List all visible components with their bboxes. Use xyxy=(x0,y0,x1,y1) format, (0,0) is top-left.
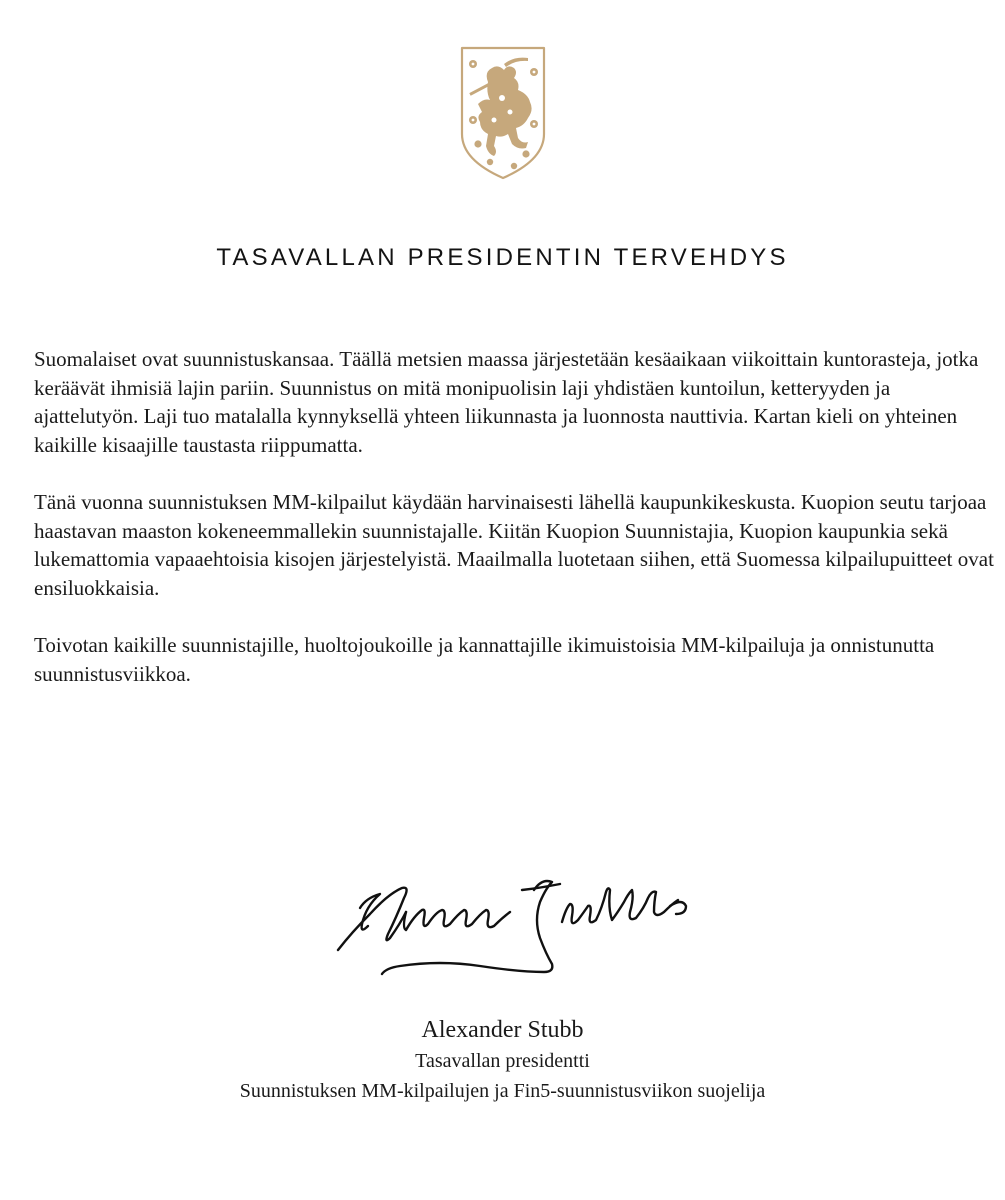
paragraph: Tänä vuonna suunnistuksen MM-kilpailut käydään harvinaisesti lähellä kaupunkikeskusta. Kuopion seutu tarjoaa haastavan maaston kokeneemmallekin suunnistajalle. Kiitän Kuopion Suunnistajia, Kuopion kaupunkia sekä lukemattomia vapaaehtoisia kisojen järjestelyistä. Maailmalla luotetaan siihen, että Suomessa kilpailupuitteet ovat ensiluokkaisia. xyxy=(34,489,994,600)
signer-patronage: Suunnistuksen MM-kilpailujen ja Fin5-suunnistusviikon suojelija xyxy=(239,1080,766,1102)
letter-body xyxy=(34,345,999,717)
paragraph: Toivotan kaikille suunnistajille, huoltojoukoille ja kannattajille ikimuistoisia MM-kilpailuja ja onnistunutta suunnistusviikkoa. xyxy=(34,632,935,686)
signer-name: Alexander Stubb xyxy=(421,1017,584,1043)
handwritten-signature xyxy=(330,868,695,980)
page-title: TASAVALLAN PRESIDENTIN TERVEHDYS xyxy=(216,244,789,271)
paragraph: Suomalaiset ovat suunnistuskansaa. Täällä metsien maassa järjestetään kesäaikaan viikoittain kuntorasteja, jotka keräävät ihmisiä lajin pariin. Suunnistus on mitä monipuolisin laji yhdistäen kuntoilun, ketteryyden ja ajattelutyön. Laji tuo matalalla kynnyksellä yhteen liikunnasta ja luonnosta nauttivia. Kartan kieli on yhteinen kaikille kisaajille taustasta riippumatta. xyxy=(34,347,979,457)
coat-of-arms-icon xyxy=(458,42,548,182)
signer-role: Tasavallan presidentti xyxy=(415,1050,590,1072)
signature-block xyxy=(0,1014,1005,1106)
